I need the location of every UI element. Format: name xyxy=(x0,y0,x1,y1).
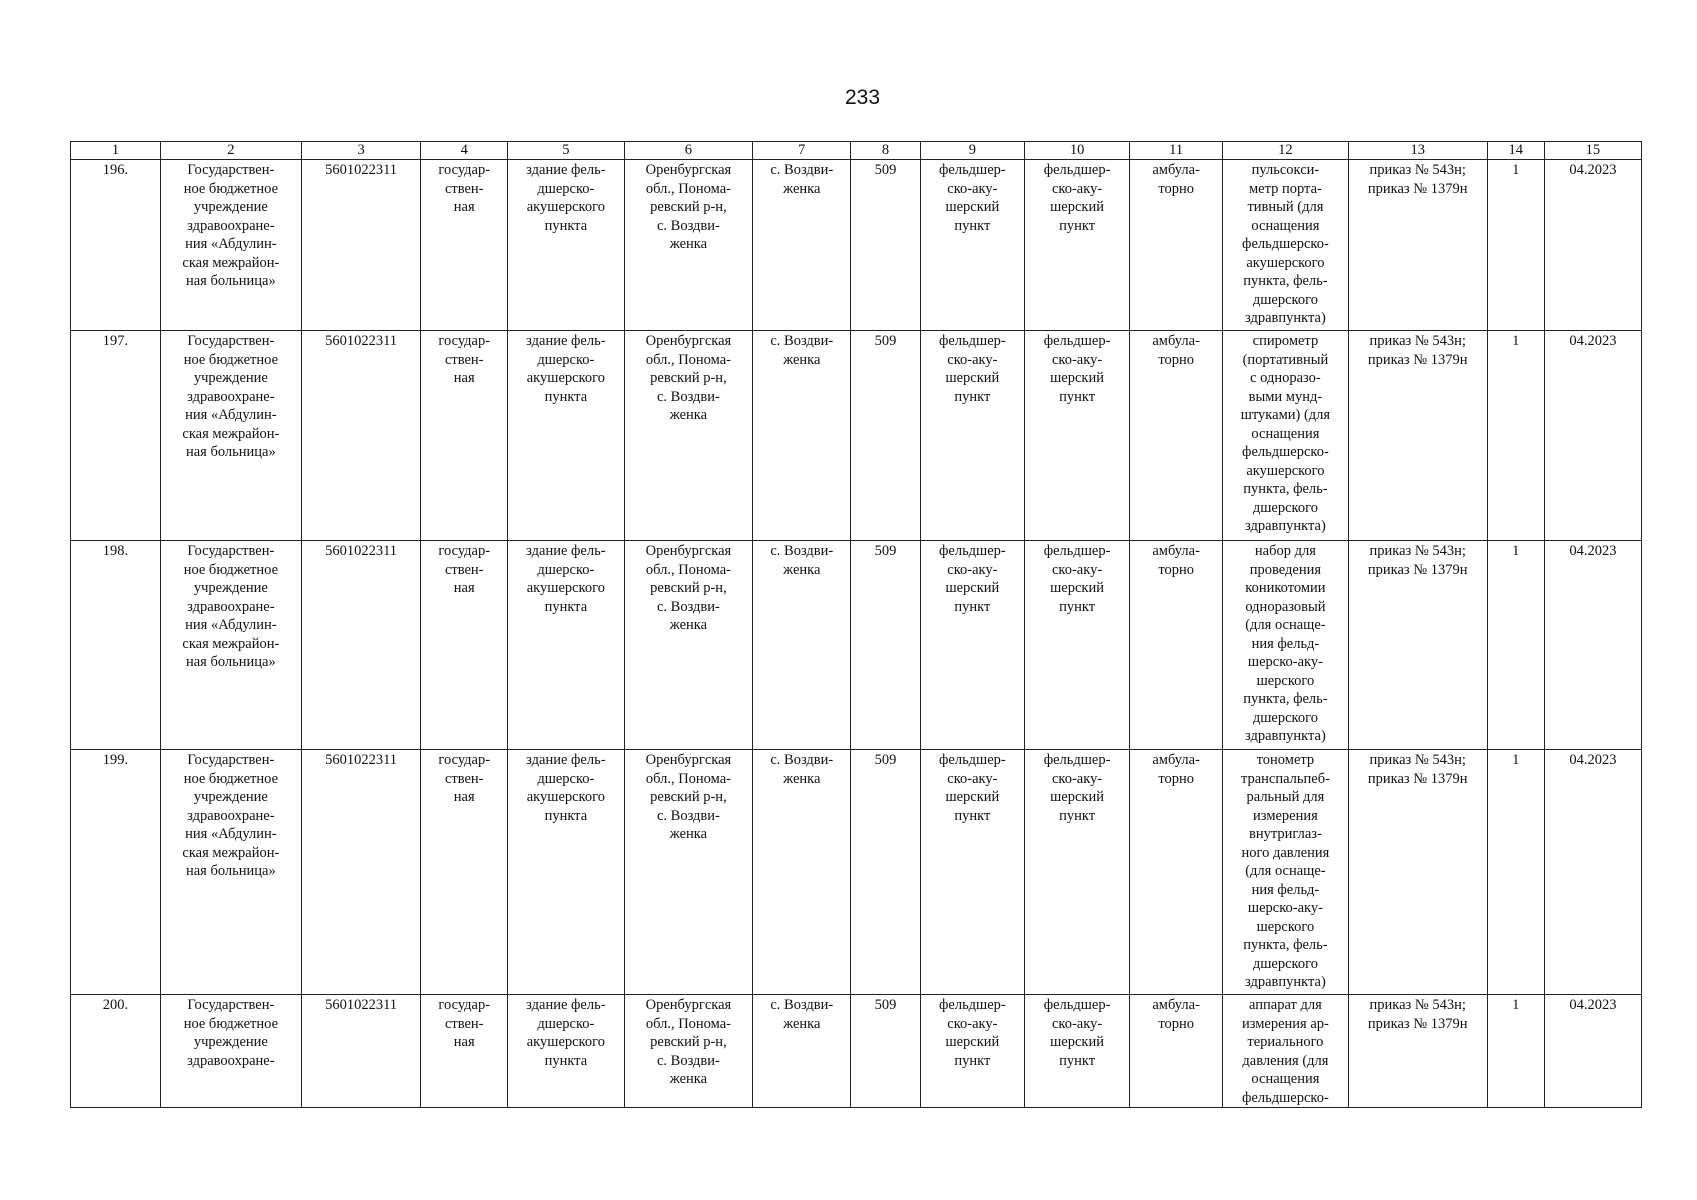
address: Оренбургская обл., Понома- ревский р-н, с. Воздви- женка xyxy=(624,160,753,331)
column-header: 14 xyxy=(1487,142,1544,160)
building: здание фель- дшерско- акушерского пункта xyxy=(508,331,624,541)
column-header: 10 xyxy=(1024,142,1129,160)
order-reference: приказ № 543н; приказ № 1379н xyxy=(1348,750,1487,995)
row-number: 198. xyxy=(71,541,161,750)
ownership-form: государ- ствен- ная xyxy=(421,331,508,541)
date: 04.2023 xyxy=(1544,331,1641,541)
facility-subtype: фельдшер- ско-аку- шерский пункт xyxy=(1024,995,1129,1108)
facility-type: фельдшер- ско-аку- шерский пункт xyxy=(920,541,1024,750)
building: здание фель- дшерско- акушерского пункта xyxy=(508,160,624,331)
facility-type: фельдшер- ско-аку- шерский пункт xyxy=(920,331,1024,541)
facility-subtype: фельдшер- ско-аку- шерский пункт xyxy=(1024,331,1129,541)
building: здание фель- дшерско- акушерского пункта xyxy=(508,750,624,995)
equipment: набор для проведения коникотомии одноразовый (для оснаще- ния фельд- шерско-аку- шерского пункта, фель- дшерского здравпункта) xyxy=(1223,541,1349,750)
locality: с. Воздви- женка xyxy=(753,541,851,750)
organization-name: Государствен- ное бюджетное учреждение здравоохране- xyxy=(160,995,301,1108)
ownership-form: государ- ствен- ная xyxy=(421,160,508,331)
column-header: 5 xyxy=(508,142,624,160)
facility-subtype: фельдшер- ско-аку- шерский пункт xyxy=(1024,750,1129,995)
date: 04.2023 xyxy=(1544,160,1641,331)
date: 04.2023 xyxy=(1544,995,1641,1108)
column-header: 15 xyxy=(1544,142,1641,160)
table-row xyxy=(71,160,1642,331)
code: 509 xyxy=(851,331,920,541)
column-header: 6 xyxy=(624,142,753,160)
column-header: 8 xyxy=(851,142,920,160)
facility-type: фельдшер- ско-аку- шерский пункт xyxy=(920,995,1024,1108)
column-header: 7 xyxy=(753,142,851,160)
code: 509 xyxy=(851,750,920,995)
row-number: 199. xyxy=(71,750,161,995)
building: здание фель- дшерско- акушерского пункта xyxy=(508,541,624,750)
inn: 5601022311 xyxy=(301,995,421,1108)
facility-type: фельдшер- ско-аку- шерский пункт xyxy=(920,750,1024,995)
facility-subtype: фельдшер- ско-аку- шерский пункт xyxy=(1024,160,1129,331)
locality: с. Воздви- женка xyxy=(753,331,851,541)
address: Оренбургская обл., Понома- ревский р-н, с. Воздви- женка xyxy=(624,995,753,1108)
inn: 5601022311 xyxy=(301,750,421,995)
order-reference: приказ № 543н; приказ № 1379н xyxy=(1348,995,1487,1108)
row-number: 197. xyxy=(71,331,161,541)
quantity: 1 xyxy=(1487,331,1544,541)
code: 509 xyxy=(851,995,920,1108)
inn: 5601022311 xyxy=(301,160,421,331)
care-conditions: амбула- торно xyxy=(1130,750,1223,995)
quantity: 1 xyxy=(1487,541,1544,750)
quantity: 1 xyxy=(1487,160,1544,331)
ownership-form: государ- ствен- ная xyxy=(421,995,508,1108)
equipment: тонометр транспальпеб- ральный для измерения внутриглаз- ного давления (для оснаще- ния фельд- шерско-аку- шерского пункта, фель- дшерского здравпункта) xyxy=(1223,750,1349,995)
column-header: 2 xyxy=(160,142,301,160)
locality: с. Воздви- женка xyxy=(753,750,851,995)
quantity: 1 xyxy=(1487,750,1544,995)
equipment: пульсокси- метр порта- тивный (для оснащения фельдшерско- акушерского пункта, фель- дшерского здравпункта) xyxy=(1223,160,1349,331)
care-conditions: амбула- торно xyxy=(1130,331,1223,541)
order-reference: приказ № 543н; приказ № 1379н xyxy=(1348,160,1487,331)
column-header: 4 xyxy=(421,142,508,160)
table-row xyxy=(71,331,1642,541)
row-number: 196. xyxy=(71,160,161,331)
date: 04.2023 xyxy=(1544,541,1641,750)
table-row xyxy=(71,750,1642,995)
column-header: 3 xyxy=(301,142,421,160)
building: здание фель- дшерско- акушерского пункта xyxy=(508,995,624,1108)
address: Оренбургская обл., Понома- ревский р-н, с. Воздви- женка xyxy=(624,541,753,750)
code: 509 xyxy=(851,541,920,750)
locality: с. Воздви- женка xyxy=(753,160,851,331)
quantity: 1 xyxy=(1487,995,1544,1108)
date: 04.2023 xyxy=(1544,750,1641,995)
table-row xyxy=(71,995,1642,1108)
equipment: аппарат для измерения ар- териального давления (для оснащения фельдшерско- xyxy=(1223,995,1349,1108)
inn: 5601022311 xyxy=(301,331,421,541)
care-conditions: амбула- торно xyxy=(1130,160,1223,331)
facility-type: фельдшер- ско-аку- шерский пункт xyxy=(920,160,1024,331)
column-header: 13 xyxy=(1348,142,1487,160)
organization-name: Государствен- ное бюджетное учреждение здравоохране- ния «Абдулин- ская межрайон- ная больница» xyxy=(160,160,301,331)
column-header: 1 xyxy=(71,142,161,160)
address: Оренбургская обл., Понома- ревский р-н, с. Воздви- женка xyxy=(624,331,753,541)
organization-name: Государствен- ное бюджетное учреждение здравоохране- ния «Абдулин- ская межрайон- ная больница» xyxy=(160,331,301,541)
row-number: 200. xyxy=(71,995,161,1108)
ownership-form: государ- ствен- ная xyxy=(421,750,508,995)
locality: с. Воздви- женка xyxy=(753,995,851,1108)
page-number: 233 xyxy=(844,86,881,109)
column-header: 11 xyxy=(1130,142,1223,160)
inn: 5601022311 xyxy=(301,541,421,750)
registry-table xyxy=(70,141,1642,1108)
ownership-form: государ- ствен- ная xyxy=(421,541,508,750)
facility-subtype: фельдшер- ско-аку- шерский пункт xyxy=(1024,541,1129,750)
table-row xyxy=(71,541,1642,750)
care-conditions: амбула- торно xyxy=(1130,995,1223,1108)
organization-name: Государствен- ное бюджетное учреждение здравоохране- ния «Абдулин- ская межрайон- ная больница» xyxy=(160,750,301,995)
organization-name: Государствен- ное бюджетное учреждение здравоохране- ния «Абдулин- ская межрайон- ная больница» xyxy=(160,541,301,750)
order-reference: приказ № 543н; приказ № 1379н xyxy=(1348,331,1487,541)
header-row xyxy=(71,142,1642,160)
care-conditions: амбула- торно xyxy=(1130,541,1223,750)
equipment: спирометр (портативный с одноразо- выми мунд- штуками) (для оснащения фельдшерско- акушерского пункта, фель- дшерского здравпункта) xyxy=(1223,331,1349,541)
code: 509 xyxy=(851,160,920,331)
column-header: 12 xyxy=(1223,142,1349,160)
order-reference: приказ № 543н; приказ № 1379н xyxy=(1348,541,1487,750)
column-header: 9 xyxy=(920,142,1024,160)
address: Оренбургская обл., Понома- ревский р-н, с. Воздви- женка xyxy=(624,750,753,995)
